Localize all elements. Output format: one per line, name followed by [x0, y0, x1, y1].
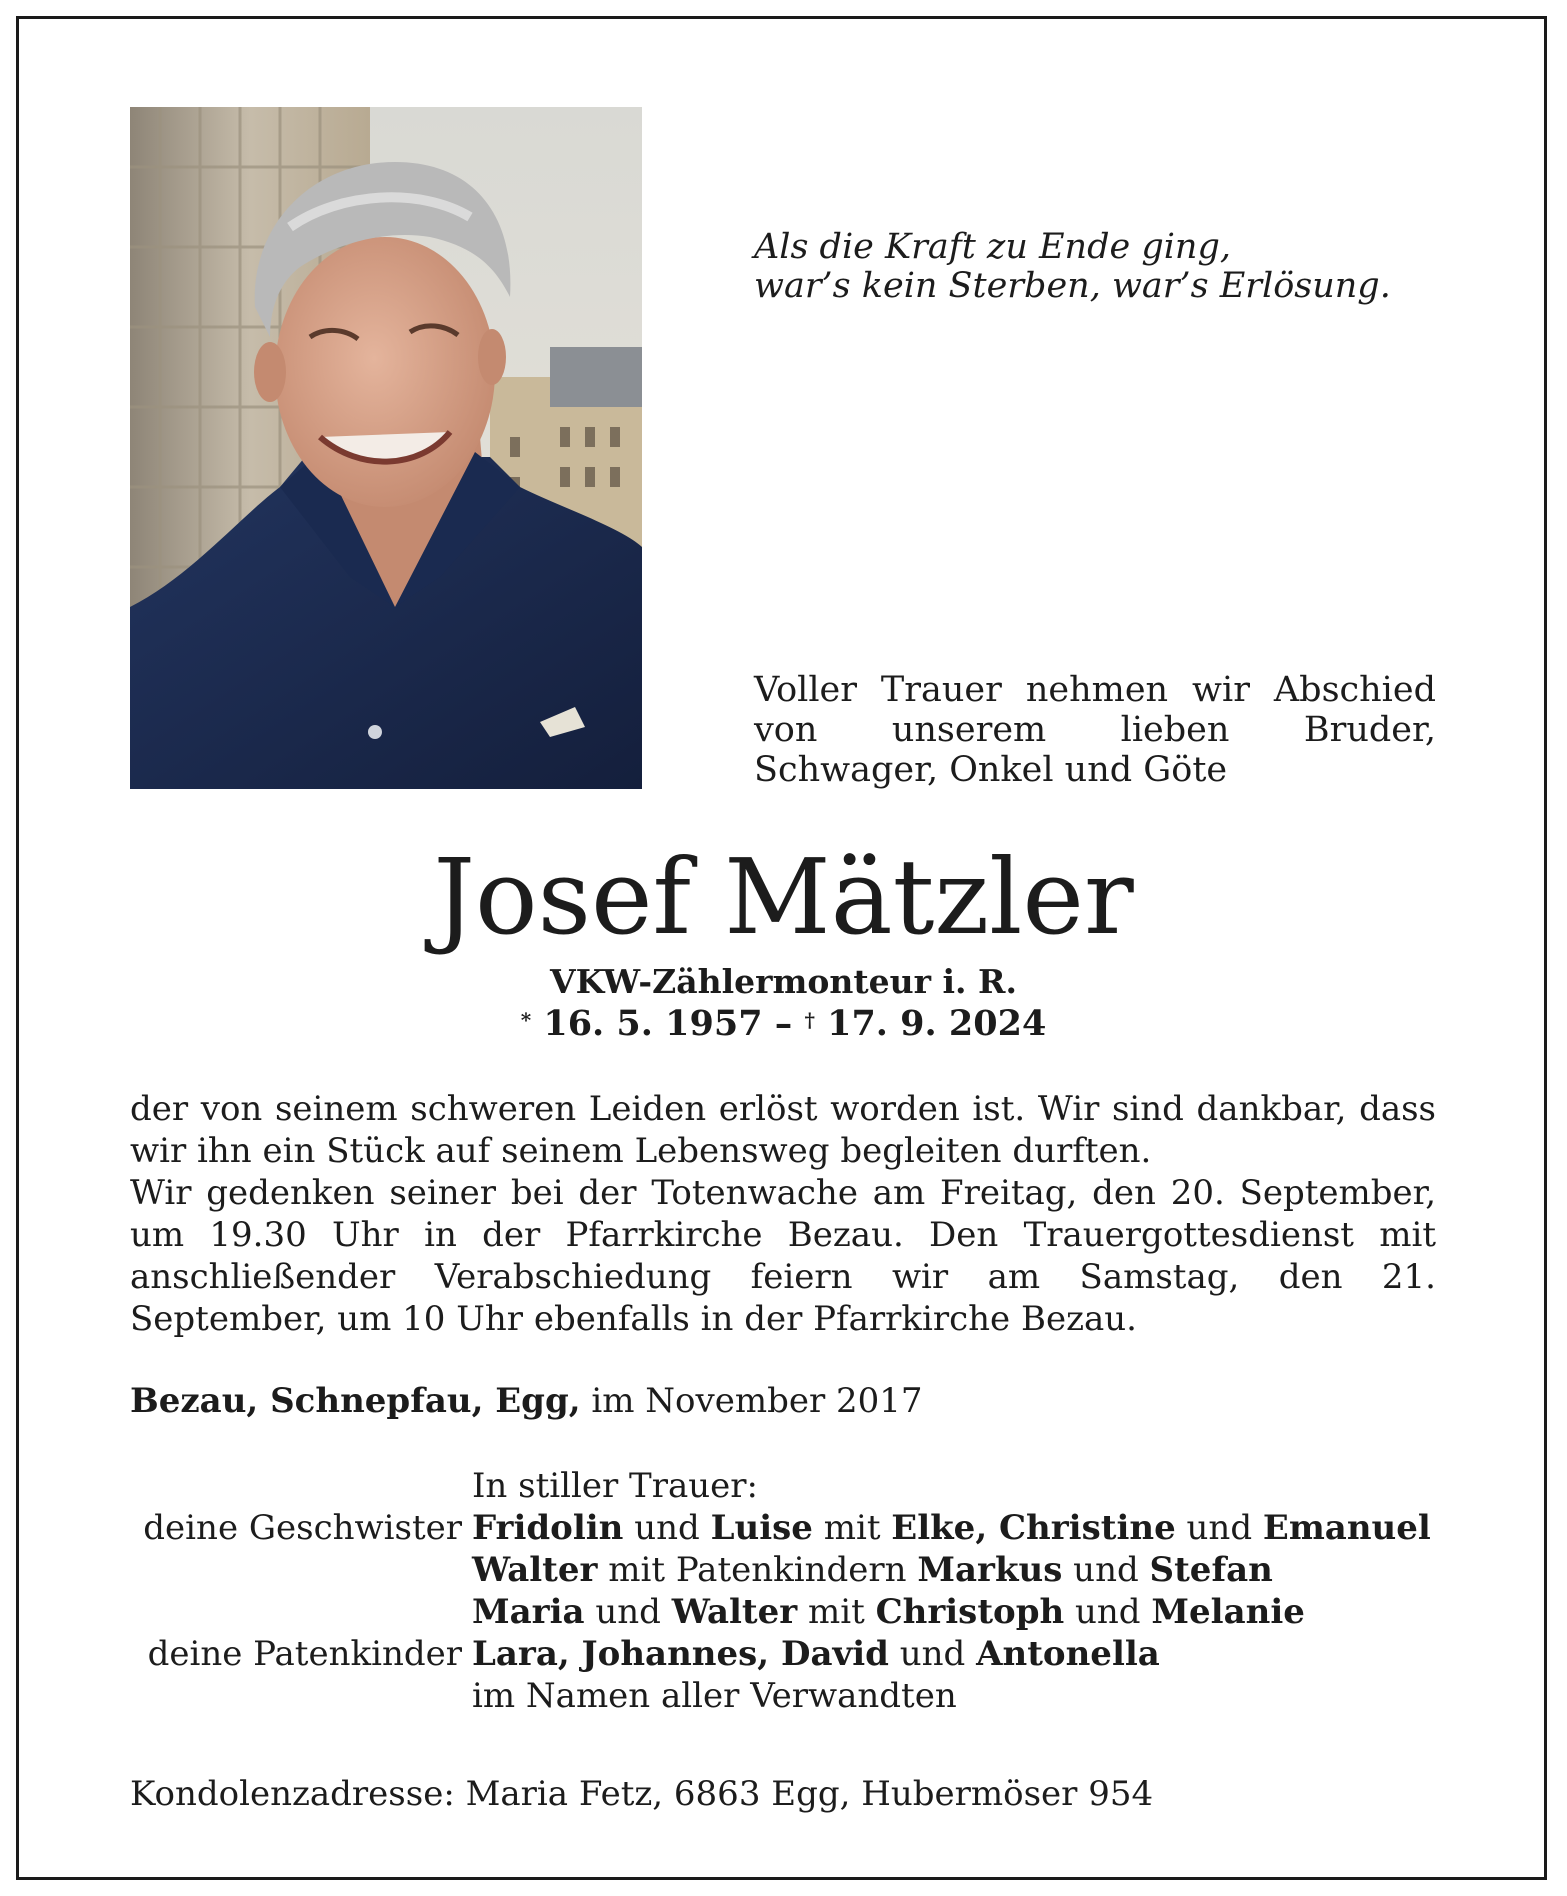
mourner-name: Fridolin [472, 1508, 624, 1548]
motto-verse [754, 228, 1391, 306]
mourners-heading: In stiller Trauer: [472, 1466, 758, 1506]
mourner-name: Melanie [1151, 1592, 1305, 1632]
mourners-row-4: deine Patenkinder Lara, Johannes, David und Antonella [130, 1633, 1450, 1675]
mourners-row-1: deine Geschwister Fridolin und Luise mit Elke, Christine und Emanuel [130, 1507, 1450, 1549]
date-separator: – [774, 1003, 793, 1044]
body-paragraph-2: Wir gedenken seiner bei der Totenwache am Freitag, den 20. September, um 19.30 Uhr in der Pfarrkirche Bezau. Den Trauergottesdienst mit anschließender Verabschiedung feiern wir am Samstag, den 21. September, um 10 Uhr ebenfalls in der Pfarrkirche Bezau. [130, 1173, 1436, 1339]
mourners-list [130, 1465, 1450, 1717]
birth-mark: * [520, 1008, 532, 1032]
mourner-name: Stefan [1149, 1550, 1273, 1590]
motto-line-1: Als die Kraft zu Ende ging, [754, 227, 1231, 267]
mourner-name: Walter [671, 1592, 798, 1632]
life-dates [0, 1003, 1567, 1049]
mourner-name: Antonella [976, 1634, 1160, 1674]
place-line [130, 1380, 923, 1422]
body-paragraph-1: der von seinem schweren Leiden erlöst worden ist. Wir sind dankbar, dass wir ihn ein Stück auf seinem Lebensweg begleiten durften. [130, 1089, 1436, 1171]
mourners-row-3: Maria und Walter mit Christoph und Melanie [472, 1592, 1305, 1632]
birth-date: 16. 5. 1957 [543, 1003, 763, 1044]
mourner-name: Maria [472, 1592, 585, 1632]
godchildren-label: deine Patenkinder [147, 1634, 462, 1674]
mourners-heading-row [130, 1465, 1450, 1507]
mourner-name: Markus [917, 1550, 1063, 1590]
mourner-name: Lara, Johannes, David [472, 1634, 889, 1674]
death-mark: † [804, 1008, 815, 1032]
mourners-closing: im Namen aller Verwandten [472, 1676, 957, 1716]
mourner-name: Luise [710, 1508, 813, 1548]
motto-line-2: war’s kein Sterben, war’s Erlösung. [754, 266, 1391, 306]
mourner-name: Emanuel [1262, 1508, 1431, 1548]
mourners-row-2: Walter mit Patenkindern Markus und Stefan [472, 1550, 1273, 1590]
condolence-address: Kondolenzadresse: Maria Fetz, 6863 Egg, Hubermöser 954 [130, 1774, 1154, 1814]
mourner-name: Christoph [875, 1592, 1065, 1632]
death-date: 17. 9. 2024 [827, 1003, 1047, 1044]
intro-text: Voller Trauer nehmen wir Abschied von unserem lieben Bruder, Schwager, Onkel und Göte [754, 670, 1436, 790]
body-text [130, 1088, 1436, 1340]
occupation: VKW-Zählermonteur i. R. [550, 962, 1017, 1001]
mourners-row-5 [130, 1675, 1450, 1717]
places-towns: Bezau, Schnepfau, Egg, [130, 1381, 581, 1421]
places-date: im November 2017 [591, 1381, 923, 1421]
deceased-name: Josef Mätzler [433, 836, 1134, 958]
mourner-name: Walter [472, 1550, 598, 1590]
siblings-label: deine Geschwister [143, 1508, 462, 1548]
portrait-photo [130, 107, 642, 789]
mourner-name: Elke, Christine [891, 1508, 1176, 1548]
